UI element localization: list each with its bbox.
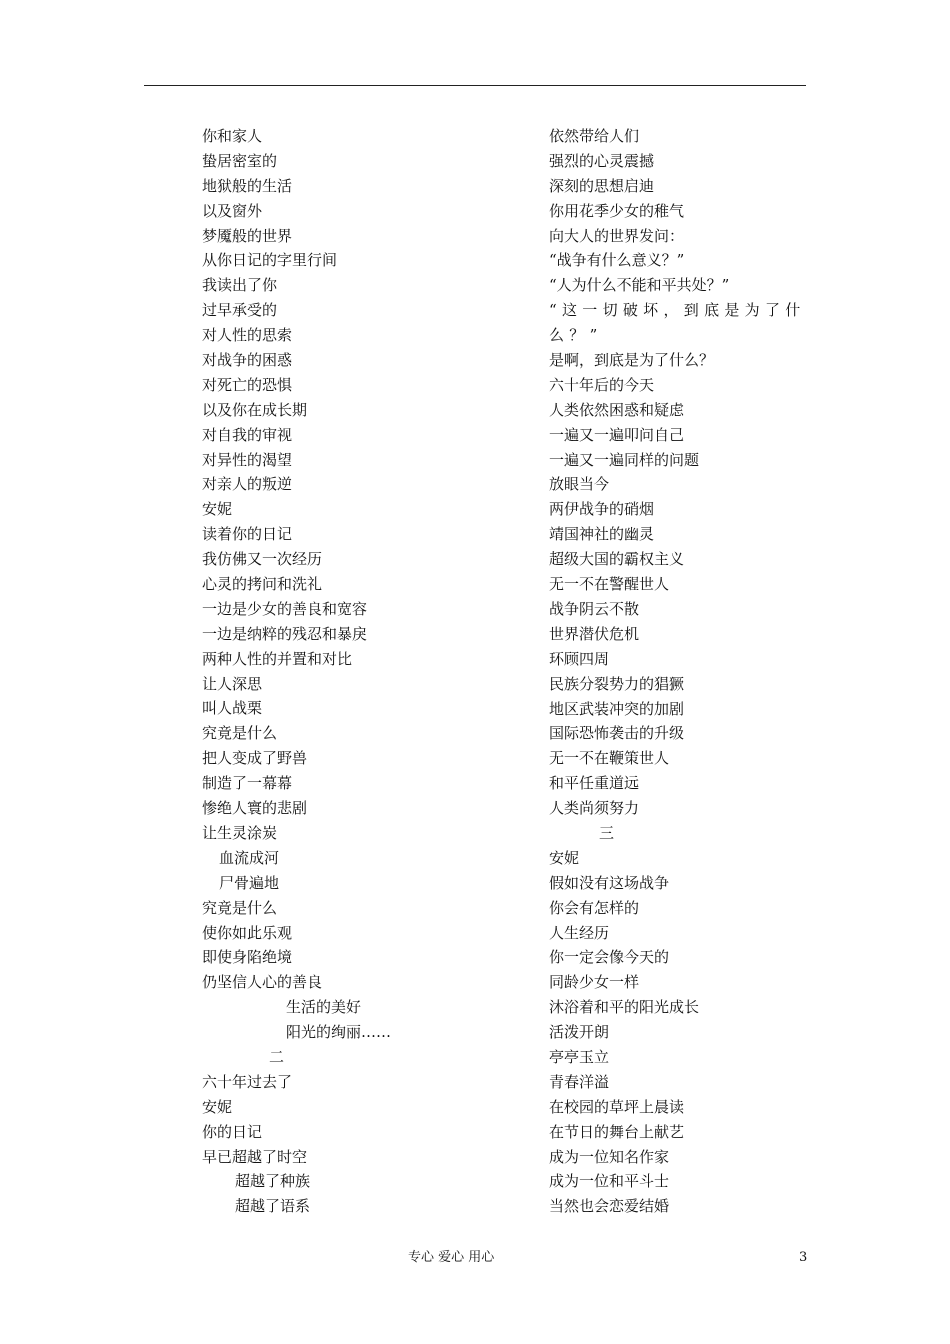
poem-line: 以及你在成长期	[202, 400, 308, 419]
poem-line: 一边是纳粹的残忍和暴戾	[202, 624, 368, 643]
poem-line: 让人深思	[202, 674, 263, 693]
poem-line: 使你如此乐观	[202, 923, 293, 942]
poem-line: 对战争的困惑	[202, 351, 293, 370]
poem-line: 超级大国的霸权主义	[549, 550, 685, 569]
poem-line: 无一不在鞭策世人	[549, 749, 670, 768]
poem-line: 一遍又一遍叩问自己	[549, 425, 685, 444]
poem-line: 你会有怎样的	[549, 898, 640, 917]
poem-line: 地区武装冲突的加剧	[549, 699, 685, 718]
poem-line: 对异性的渴望	[202, 450, 293, 469]
poem-line: 心灵的拷问和洗礼	[202, 575, 323, 594]
poem-line: 读着你的日记	[202, 525, 293, 544]
poem-line: 六十年过去了	[202, 1072, 293, 1091]
poem-line: 强烈的心灵震撼	[549, 151, 655, 170]
section-number: 三	[599, 823, 615, 842]
header-rule	[144, 85, 806, 86]
poem-line: 世界潜伏危机	[549, 624, 640, 643]
poem-line: 一边是少女的善良和宽容	[202, 599, 368, 618]
poem-line: 究竟是什么	[202, 724, 278, 743]
poem-line: 两种人性的并置和对比	[202, 649, 353, 668]
poem-line: 对死亡的恐惧	[202, 375, 293, 394]
poem-line: 以及窗外	[202, 201, 263, 220]
poem-line: 成为一位知名作家	[549, 1147, 670, 1166]
poem-line: 假如没有这场战争	[549, 873, 670, 892]
poem-line: 青春洋溢	[549, 1072, 610, 1091]
poem-line: 制造了一幕幕	[202, 774, 293, 793]
poem-line: 对亲人的叛逆	[202, 475, 293, 494]
poem-line: 一遍又一遍同样的问题	[549, 450, 700, 469]
poem-line: 两伊战争的硝烟	[549, 500, 655, 519]
poem-line: 活泼开朗	[549, 1023, 610, 1042]
poem-line: 在校园的草坪上晨读	[549, 1097, 685, 1116]
poem-line: 超越了种族	[235, 1172, 311, 1191]
poem-line: 安妮	[202, 1097, 233, 1116]
poem-line: 人生经历	[549, 923, 610, 942]
poem-line: 靖国神社的幽灵	[549, 525, 655, 544]
poem-line: 深刻的思想启迪	[549, 176, 655, 195]
poem-line: 放眼当今	[549, 475, 610, 494]
page-footer	[0, 1247, 950, 1269]
poem-line: 在节日的舞台上献艺	[549, 1122, 685, 1141]
poem-line: 同龄少女一样	[549, 973, 640, 992]
poem-line: 地狱般的生活	[202, 176, 293, 195]
poem-line: 从你日记的字里行间	[202, 251, 338, 270]
poem-line: 和平任重道远	[549, 774, 640, 793]
poem-line: 亭亭玉立	[549, 1047, 610, 1066]
poem-right-column	[549, 124, 811, 1219]
poem-line: 安妮	[202, 500, 233, 519]
poem-line: 人类依然困惑和疑虑	[549, 400, 685, 419]
section-number: 二	[269, 1047, 285, 1066]
poem-line: 你和家人	[202, 127, 263, 145]
poem-line: 尸骨遍地	[219, 873, 280, 892]
poem-line: 蛰居密室的	[202, 151, 278, 170]
poem-line: 环顾四周	[549, 649, 610, 668]
poem-line: 我读出了你	[202, 276, 278, 295]
poem-line: 血流成河	[219, 848, 280, 867]
poem-line: 民族分裂势力的猖獗	[549, 674, 685, 693]
poem-line: 成为一位和平斗士	[549, 1172, 670, 1191]
poem-line: 仍坚信人心的善良	[202, 973, 323, 992]
poem-line: 向大人的世界发问：	[549, 226, 685, 245]
poem-line: 你一定会像今天的	[549, 948, 670, 967]
poem-line: “人为什么不能和平共处？”	[549, 276, 730, 295]
poem-line: 梦魇般的世界	[202, 226, 293, 245]
poem-line: 过早承受的	[202, 301, 278, 320]
poem-line: “这一切破坏，到底是为了什么？”	[549, 301, 806, 345]
poem-line: 叫人战栗	[202, 699, 263, 718]
poem-line: 六十年后的今天	[549, 375, 655, 394]
poem-line: 人类尚须努力	[549, 799, 640, 818]
poem-line: 沐浴着和平的阳光成长	[549, 998, 700, 1017]
poem-line: 当然也会恋爱结婚	[549, 1197, 670, 1216]
footer-motto: 专心 爱心 用心	[408, 1250, 495, 1265]
poem-line: 战争阴云不散	[549, 599, 640, 618]
poem-line: 我仿佛又一次经历	[202, 550, 323, 569]
poem-line: 即使身陷绝境	[202, 948, 293, 967]
poem-line: 超越了语系	[235, 1197, 311, 1216]
poem-line: 阳光的绚丽……	[286, 1023, 392, 1042]
page-number: 3	[799, 1250, 808, 1265]
poem-line: 无一不在警醒世人	[549, 575, 670, 594]
poem-line: 早已超越了时空	[202, 1147, 308, 1166]
poem-line: 你用花季少女的稚气	[549, 201, 685, 220]
poem-line: 生活的美好	[286, 998, 362, 1017]
poem-line: 安妮	[549, 848, 580, 867]
poem-line: 把人变成了野兽	[202, 749, 308, 768]
poem-line: 依然带给人们	[549, 127, 640, 145]
poem-line: 究竟是什么	[202, 898, 278, 917]
poem-line: 是啊，到底是为了什么？	[549, 351, 715, 370]
poem-line: 你的日记	[202, 1122, 263, 1141]
poem-line: 惨绝人寰的悲剧	[202, 799, 308, 818]
poem-line: 对人性的思索	[202, 326, 293, 345]
poem-line: 对自我的审视	[202, 425, 293, 444]
poem-left-column	[202, 124, 464, 1219]
poem-line: 让生灵涂炭	[202, 823, 278, 842]
poem-line: “战争有什么意义？”	[549, 251, 685, 270]
poem-line: 国际恐怖袭击的升级	[549, 724, 685, 743]
